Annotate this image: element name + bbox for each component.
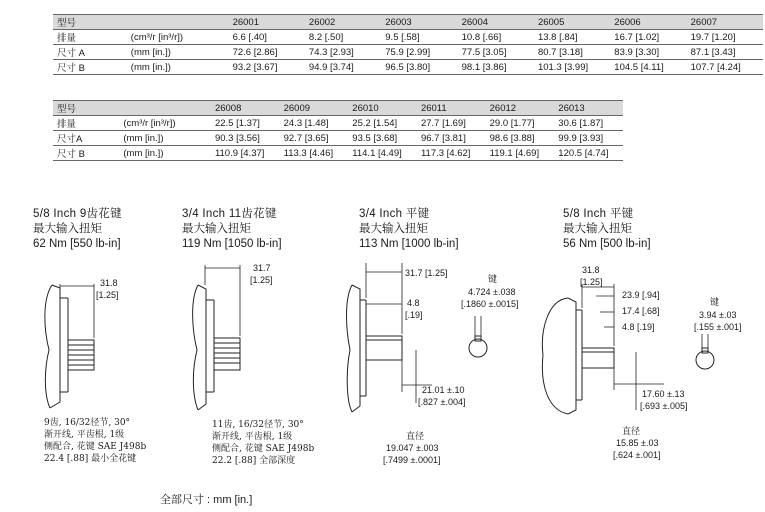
table-cell: 117.3 [4.62] — [417, 146, 486, 161]
table-cell: 排量 — [53, 116, 119, 131]
header-cell: 26005 — [534, 15, 610, 30]
header-cell: 26008 — [211, 101, 280, 116]
header-cell: 26013 — [554, 101, 623, 116]
note-line: 渐开线, 平齿根, 1级 — [212, 432, 293, 442]
table-cell: 113.3 [4.46] — [280, 146, 349, 161]
shaft-torque: 119 Nm [1050 lb-in] — [182, 238, 282, 250]
table-cell: 16.7 [1.02] — [610, 30, 686, 45]
header-cell: 26004 — [458, 15, 534, 30]
dim-label: 31.7 [1.25] — [405, 268, 448, 278]
header-cell: 型号 — [53, 101, 119, 116]
dim-label: 4.8 — [407, 298, 420, 308]
shaft-torque: 62 Nm [550 lb-in] — [33, 238, 121, 250]
note-line: 侧配合, 花键 SAE J498b — [212, 444, 315, 454]
table-cell: 120.5 [4.74] — [554, 146, 623, 161]
table-cell: 19.7 [1.20] — [687, 30, 763, 45]
table-cell: (mm [in.]) — [119, 146, 211, 161]
spline-note-1 — [44, 417, 146, 465]
units-footer: 全部尺寸 : mm [in.] — [160, 494, 253, 506]
table-cell: 尺寸 B — [53, 60, 127, 75]
table-cell: 9.5 [.58] — [381, 30, 457, 45]
table-cell: 80.7 [3.18] — [534, 45, 610, 60]
dim-label: 31.8 — [582, 265, 600, 275]
table-cell: 104.5 [4.11] — [610, 60, 686, 75]
table-cell: 93.2 [3.67] — [229, 60, 305, 75]
table-cell: 尺寸A — [53, 131, 119, 146]
shaft-title: 3/4 Inch 11齿花键 — [182, 208, 277, 220]
keyed-shaft-4-drawing — [542, 284, 714, 414]
spline-shaft-1-drawing — [45, 284, 94, 408]
table-cell: 13.8 [.84] — [534, 30, 610, 45]
header-cell: 26011 — [417, 101, 486, 116]
key-label: 4.724 ±.038 — [468, 287, 516, 297]
table-cell: 25.2 [1.54] — [348, 116, 417, 131]
dim-label: [1.25] — [96, 290, 119, 300]
table-cell: 74.3 [2.93] — [305, 45, 381, 60]
table-cell: 101.3 [3.99] — [534, 60, 610, 75]
table-cell: 77.5 [3.05] — [458, 45, 534, 60]
dim-label: 直径 — [406, 431, 425, 441]
shaft-subtitle: 最大输入扭矩 — [33, 223, 102, 235]
key-label: [.1860 ±.0015] — [461, 299, 519, 309]
dim-label: [.827 ±.004] — [418, 397, 466, 407]
dim-label: 15.85 ±.03 — [616, 438, 659, 448]
dim-label: 17.4 [.68] — [622, 306, 660, 316]
shaft-title: 5/8 Inch 9齿花键 — [33, 208, 122, 220]
note-line: 9齿, 16/32径节, 30° — [44, 418, 131, 428]
dim-label: 31.7 — [253, 263, 271, 273]
note-line: 侧配合, 花键 SAE J498b — [44, 442, 147, 452]
table-cell: 10.8 [.66] — [458, 30, 534, 45]
spline-note-2 — [212, 419, 314, 467]
table-cell: 30.6 [1.87] — [554, 116, 623, 131]
table-cell: (cm³/r [in³/r]) — [127, 30, 229, 45]
table-cell: 排量 — [53, 30, 127, 45]
dim-label: [.7499 ±.0001] — [383, 455, 441, 465]
dim-label: [.624 ±.001] — [613, 450, 661, 460]
note-line: 11齿, 16/32径节, 30° — [212, 420, 304, 430]
header-cell: 26009 — [280, 101, 349, 116]
dim-label: 31.8 — [100, 278, 118, 288]
header-cell: 26006 — [610, 15, 686, 30]
table-cell: 72.6 [2.86] — [229, 45, 305, 60]
table-cell: 75.9 [2.99] — [381, 45, 457, 60]
table-cell: (mm [in.]) — [127, 60, 229, 75]
dim-label: 直径 — [622, 426, 641, 436]
key-label: [.155 ±.001] — [694, 322, 742, 332]
dim-label: 4.8 [.19] — [622, 322, 655, 332]
header-cell: 26001 — [229, 15, 305, 30]
table-cell: 98.6 [3.88] — [486, 131, 555, 146]
table-cell: 98.1 [3.86] — [458, 60, 534, 75]
dim-label: 21.01 ±.10 — [422, 385, 465, 395]
table-cell: 24.3 [1.48] — [280, 116, 349, 131]
table-cell: 6.6 [.40] — [229, 30, 305, 45]
table-cell: 107.7 [4.24] — [687, 60, 763, 75]
table-cell: 尺寸 B — [53, 146, 119, 161]
table-cell: 22.5 [1.37] — [211, 116, 280, 131]
note-line: 22.2 [.88] 全部深度 — [212, 456, 296, 466]
table-cell: (cm³/r [in³/r]) — [119, 116, 211, 131]
header-cell: 26010 — [348, 101, 417, 116]
table-cell: 8.2 [.50] — [305, 30, 381, 45]
note-line: 渐开线, 平齿根, 1级 — [44, 430, 125, 440]
dim-label: [1.25] — [580, 277, 603, 287]
header-cell: 26007 — [687, 15, 763, 30]
table-cell: 119.1 [4.69] — [486, 146, 555, 161]
dim-label: [.693 ±.005] — [640, 401, 688, 411]
shaft-title: 3/4 Inch 平键 — [359, 208, 430, 220]
table-cell: 29.0 [1.77] — [486, 116, 555, 131]
key-label: 3.94 ±.03 — [699, 310, 737, 320]
table-cell: 114.1 [4.49] — [348, 146, 417, 161]
header-cell: 26012 — [486, 101, 555, 116]
shaft-title: 5/8 Inch 平键 — [563, 208, 634, 220]
table-cell: (mm [in.]) — [119, 131, 211, 146]
table-cell: 110.9 [4.37] — [211, 146, 280, 161]
table-cell: 94.9 [3.74] — [305, 60, 381, 75]
table-cell: 83.9 [3.30] — [610, 45, 686, 60]
header-cell: 26003 — [381, 15, 457, 30]
key-label: 键 — [710, 297, 720, 307]
note-line: 22.4 [.88] 最小全花键 — [44, 454, 137, 464]
shaft-subtitle: 最大输入扭矩 — [563, 223, 632, 235]
table-cell: 27.7 [1.69] — [417, 116, 486, 131]
dim-label: 17.60 ±.13 — [642, 389, 685, 399]
dim-label: 23.9 [.94] — [622, 290, 660, 300]
dim-label: [1.25] — [250, 275, 273, 285]
keyed-shaft-3-drawing — [347, 263, 488, 412]
header-cell: 型号 — [53, 15, 127, 30]
shaft-torque: 56 Nm [500 lb-in] — [563, 238, 651, 250]
spline-shaft-2-drawing — [193, 265, 240, 410]
table-cell: 尺寸 A — [53, 45, 127, 60]
key-label: 键 — [488, 274, 498, 284]
shaft-subtitle: 最大输入扭矩 — [182, 223, 251, 235]
table-cell: 99.9 [3.93] — [554, 131, 623, 146]
table-cell: 90.3 [3.56] — [211, 131, 280, 146]
table-cell: 92.7 [3.65] — [280, 131, 349, 146]
table-cell: 87.1 [3.43] — [687, 45, 763, 60]
table-cell: 93.5 [3.68] — [348, 131, 417, 146]
table-cell: (mm [in.]) — [127, 45, 229, 60]
shaft-torque: 113 Nm [1000 lb-in] — [359, 238, 459, 250]
header-cell: 26002 — [305, 15, 381, 30]
table-cell: 96.5 [3.80] — [381, 60, 457, 75]
shaft-subtitle: 最大输入扭矩 — [359, 223, 428, 235]
dim-label: [.19] — [405, 310, 423, 320]
table-cell: 96.7 [3.81] — [417, 131, 486, 146]
dim-label: 19.047 ±.003 — [386, 443, 439, 453]
